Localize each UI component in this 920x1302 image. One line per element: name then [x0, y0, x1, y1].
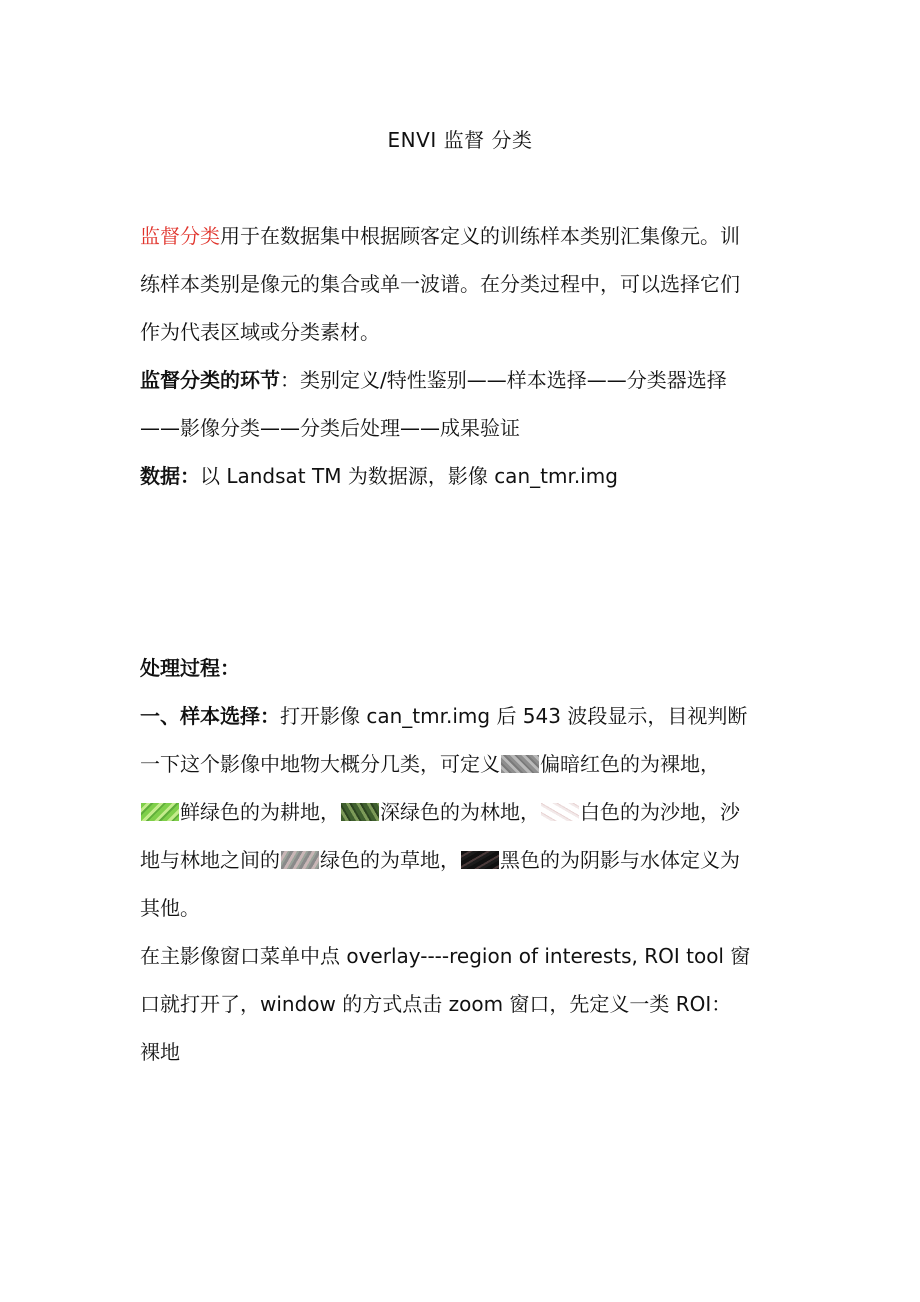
roi-line-1: 在主影像窗口菜单中点 overlay----region of interests, ROI tool 窗 — [140, 944, 751, 968]
data-line: 数据：以 Landsat TM 为数据源，影像 can_tmr.img — [140, 464, 618, 488]
grassland-swatch-image — [281, 851, 319, 869]
forest-swatch-image — [341, 803, 379, 821]
steps-label: 监督分类的环节 — [140, 368, 280, 392]
section1-line-3: 鲜绿色的为耕地， 深绿色的为林地， 白色的为沙地，沙 — [140, 788, 782, 836]
process-heading: 处理过程： — [140, 656, 240, 680]
farmland-swatch-image — [141, 803, 179, 821]
section1-line-1: 一、样本选择：打开影像 can_tmr.img 后 543 波段显示，目视判断 — [140, 704, 748, 728]
section1-line-2: 一下这个影像中地物大概分几类，可定义 偏暗红色的为裸地， — [140, 752, 720, 776]
intro-paragraph — [140, 212, 782, 500]
shadow-water-swatch-image — [461, 851, 499, 869]
steps-line-1: 监督分类的环节：类别定义/特性鉴别——样本选择——分类器选择 — [140, 368, 727, 392]
section1-line-4: 地与林地之间的 绿色的为草地， 黑色的为阴影与水体定义为 — [140, 848, 740, 872]
section1-line-5: 其他。 — [140, 896, 200, 920]
process-section — [140, 644, 782, 1076]
page-title: ENVI 监督 分类 — [387, 128, 533, 152]
roi-line-3: 裸地 — [140, 1040, 180, 1064]
section1-label: 一、样本选择： — [140, 704, 280, 728]
steps-line-2: ——影像分类——分类后处理——成果验证 — [140, 416, 520, 440]
data-label: 数据： — [140, 464, 200, 488]
sand-swatch-image — [541, 803, 579, 821]
highlight-term: 监督分类 — [140, 224, 220, 248]
intro-line-1: 监督分类用于在数据集中根据顾客定义的训练样本类别汇集像元。训 — [140, 224, 740, 248]
roi-line-2: 口就打开了，window 的方式点击 zoom 窗口，先定义一类 ROI： — [140, 992, 732, 1016]
intro-line-3: 作为代表区域或分类素材。 — [140, 320, 380, 344]
bare-land-swatch-image — [501, 755, 539, 773]
intro-line-2: 练样本类别是像元的集合或单一波谱。在分类过程中，可以选择它们 — [140, 272, 740, 296]
